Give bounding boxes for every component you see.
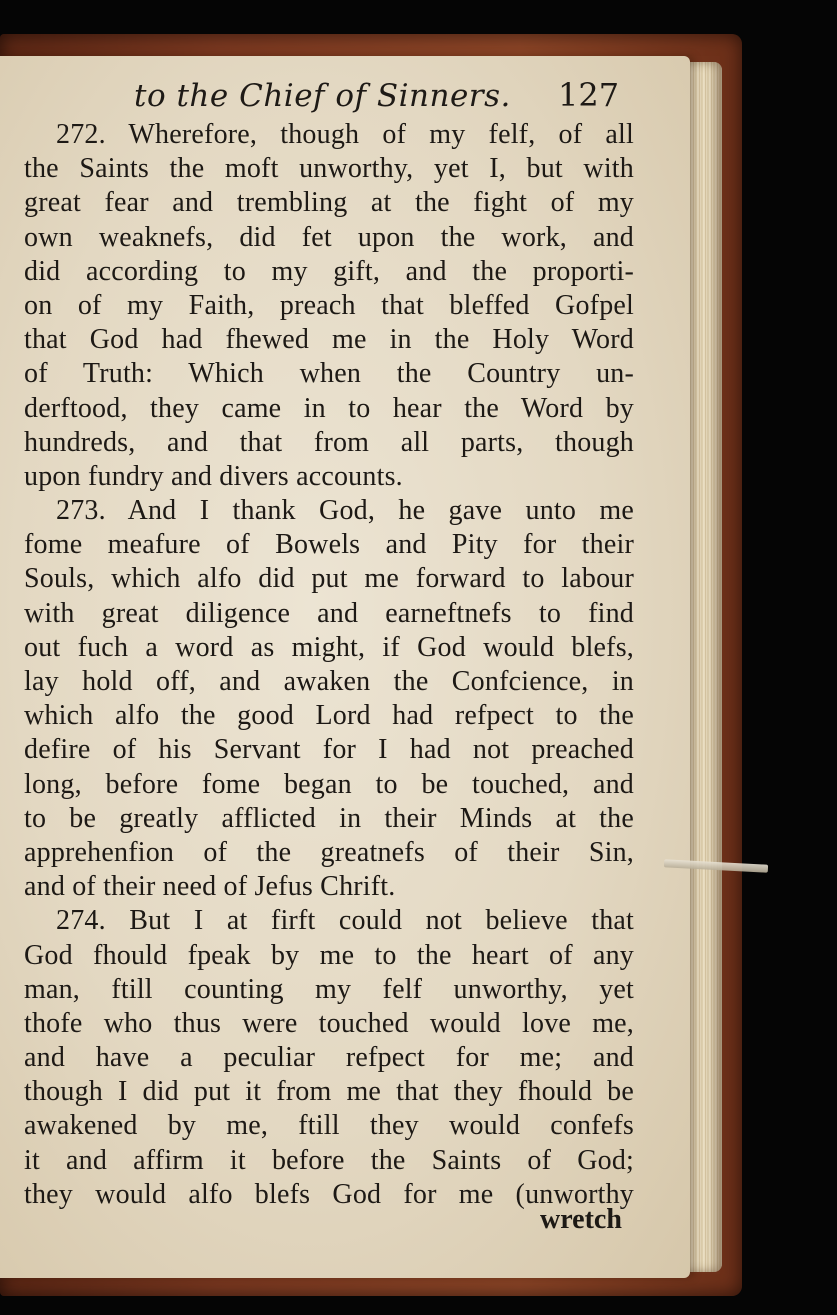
text-line: upon fundry and divers accounts. xyxy=(24,460,403,492)
text-line: man, ftill counting my felf unworthy, yet xyxy=(24,973,634,1005)
text-line: derftood, they came in to hear the Word by xyxy=(24,392,634,424)
text-line: though I did put it from me that they fhould be xyxy=(24,1076,634,1108)
running-title: to the Chief of Sinners. xyxy=(134,78,511,114)
text-line: 274. But I at firft could not believe that xyxy=(56,905,634,937)
text-line: awakened by me, ftill they would confefs xyxy=(24,1110,634,1142)
text-line: defire of his Servant for I had not preached xyxy=(24,734,634,766)
text-line: long, before fome began to be touched, and xyxy=(24,768,634,800)
text-line: fome meafure of Bowels and Pity for their xyxy=(24,529,634,561)
page-number: 127 xyxy=(558,76,620,114)
text-line: and of their need of Jefus Chrift. xyxy=(24,871,396,903)
text-line: on of my Faith, preach that bleffed Gofpel xyxy=(24,289,634,321)
catchword: wretch xyxy=(540,1204,622,1235)
text-line: hundreds, and that from all parts, though xyxy=(24,426,634,458)
page-header xyxy=(0,74,690,124)
text-line: that God had fhewed me in the Holy Word xyxy=(24,324,634,356)
text-line: lay hold off, and awaken the Confcience, in xyxy=(24,666,634,697)
text-line: of Truth: Which when the Country un- xyxy=(24,358,634,390)
text-line: with great diligence and earneftnefs to find xyxy=(24,597,634,629)
body-text xyxy=(24,118,634,1212)
text-line: 272. Wherefore, though of my felf, of all xyxy=(56,119,634,150)
text-line: God fhould fpeak by me to the heart of any xyxy=(24,939,634,971)
text-line: great fear and trembling at the fight of my xyxy=(24,187,634,219)
text-line: Souls, which alfo did put me forward to labour xyxy=(24,563,634,595)
text-line: to be greatly afflicted in their Minds at the xyxy=(24,802,634,834)
text-line: which alfo the good Lord had refpect to the xyxy=(24,700,634,732)
text-line: it and affirm it before the Saints of God; xyxy=(24,1144,634,1176)
text-line: and have a peculiar refpect for me; and xyxy=(24,1042,634,1074)
text-line: they would alfo blefs God for me (unworthy xyxy=(24,1178,634,1210)
text-line: out fuch a word as might, if God would blefs, xyxy=(24,631,634,663)
text-line: 273. And I thank God, he gave unto me xyxy=(56,495,634,527)
text-line: thofe who thus were touched would love me, xyxy=(24,1007,634,1039)
text-line: apprehenfion of the greatnefs of their Sin, xyxy=(24,836,634,868)
text-line: did according to my gift, and the proporti- xyxy=(24,255,634,287)
text-line: own weaknefs, did fet upon the work, and xyxy=(24,221,634,253)
text-line: the Saints the moft unworthy, yet I, but with xyxy=(24,153,634,185)
